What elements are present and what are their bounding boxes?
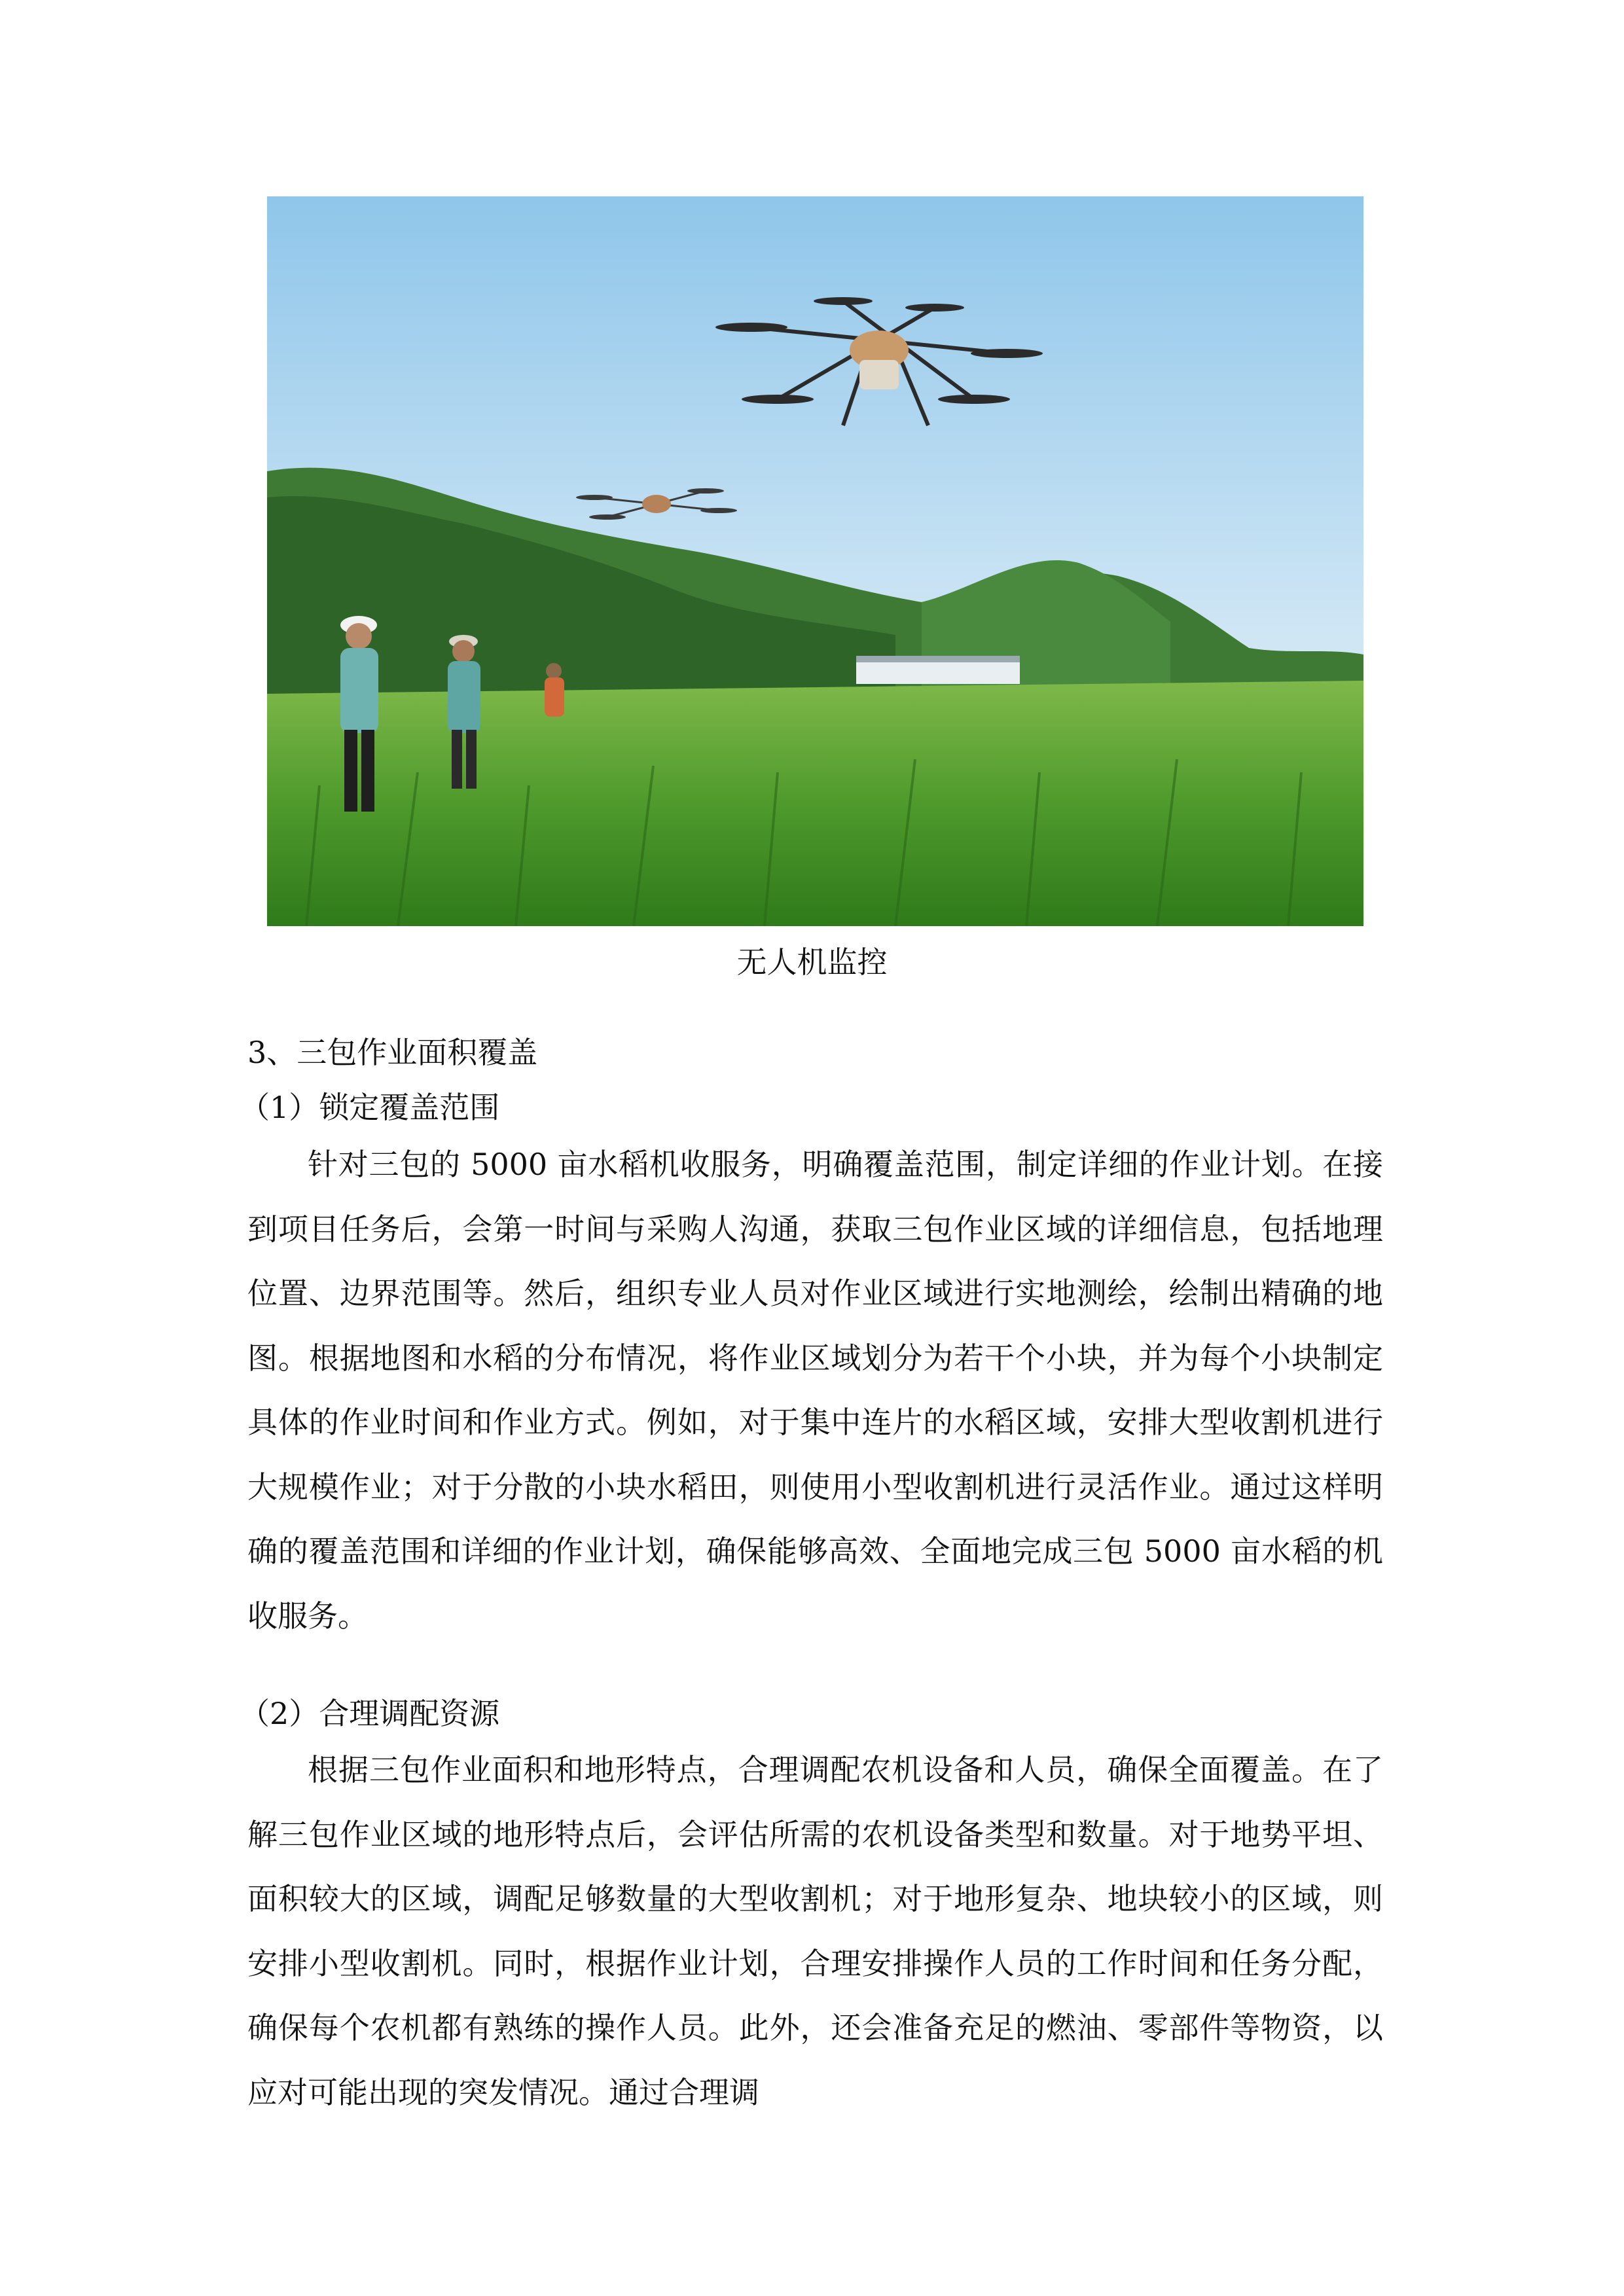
figure-caption: 无人机监控 [736, 944, 888, 980]
drone-photo-icon [267, 196, 1363, 926]
section-heading: 3、三包作业面积覆盖 [247, 1035, 538, 1070]
subsection-heading-1: （1）锁定覆盖范围 [240, 1090, 500, 1125]
paragraph-2: 根据三包作业面积和地形特点，合理调配农机设备和人员，确保全面覆盖。在了解三包作业区域的地形特点后，会评估所需的农机设备类型和数量。对于地势平坦、面积较大的区域，调配足够数量的大型收割机；对于地形复杂、地块较小的区域，则安排小型收割机。同时，根据作业计划，合理安排操作人员的工作时间和任务分配，确保每个农机都有熟练的操作人员。此外，还会准备充足的燃油、零部件等物资，以应对可能出现的突发情况。通过合理调 [247, 1752, 1383, 2110]
drone-monitoring-photo [267, 196, 1363, 926]
subsection-heading-2: （2）合理调配资源 [240, 1696, 500, 1731]
paragraph-1: 针对三包的 5000 亩水稻机收服务，明确覆盖范围，制定详细的作业计划。在接到项目任务后，会第一时间与采购人沟通，获取三包作业区域的详细信息，包括地理位置、边界范围等。然后，组织专业人员对作业区域进行实地测绘，绘制出精确的地图。根据地图和水稻的分布情况，将作业区域划分为若干个小块，并为每个小块制定具体的作业时间和作业方式。例如，对于集中连片的水稻区域，安排大型收割机进行大规模作业；对于分散的小块水稻田，则使用小型收割机进行灵活作业。通过这样明确的覆盖范围和详细的作业计划，确保能够高效、全面地完成三包 5000 亩水稻的机收服务。 [247, 1147, 1383, 1634]
